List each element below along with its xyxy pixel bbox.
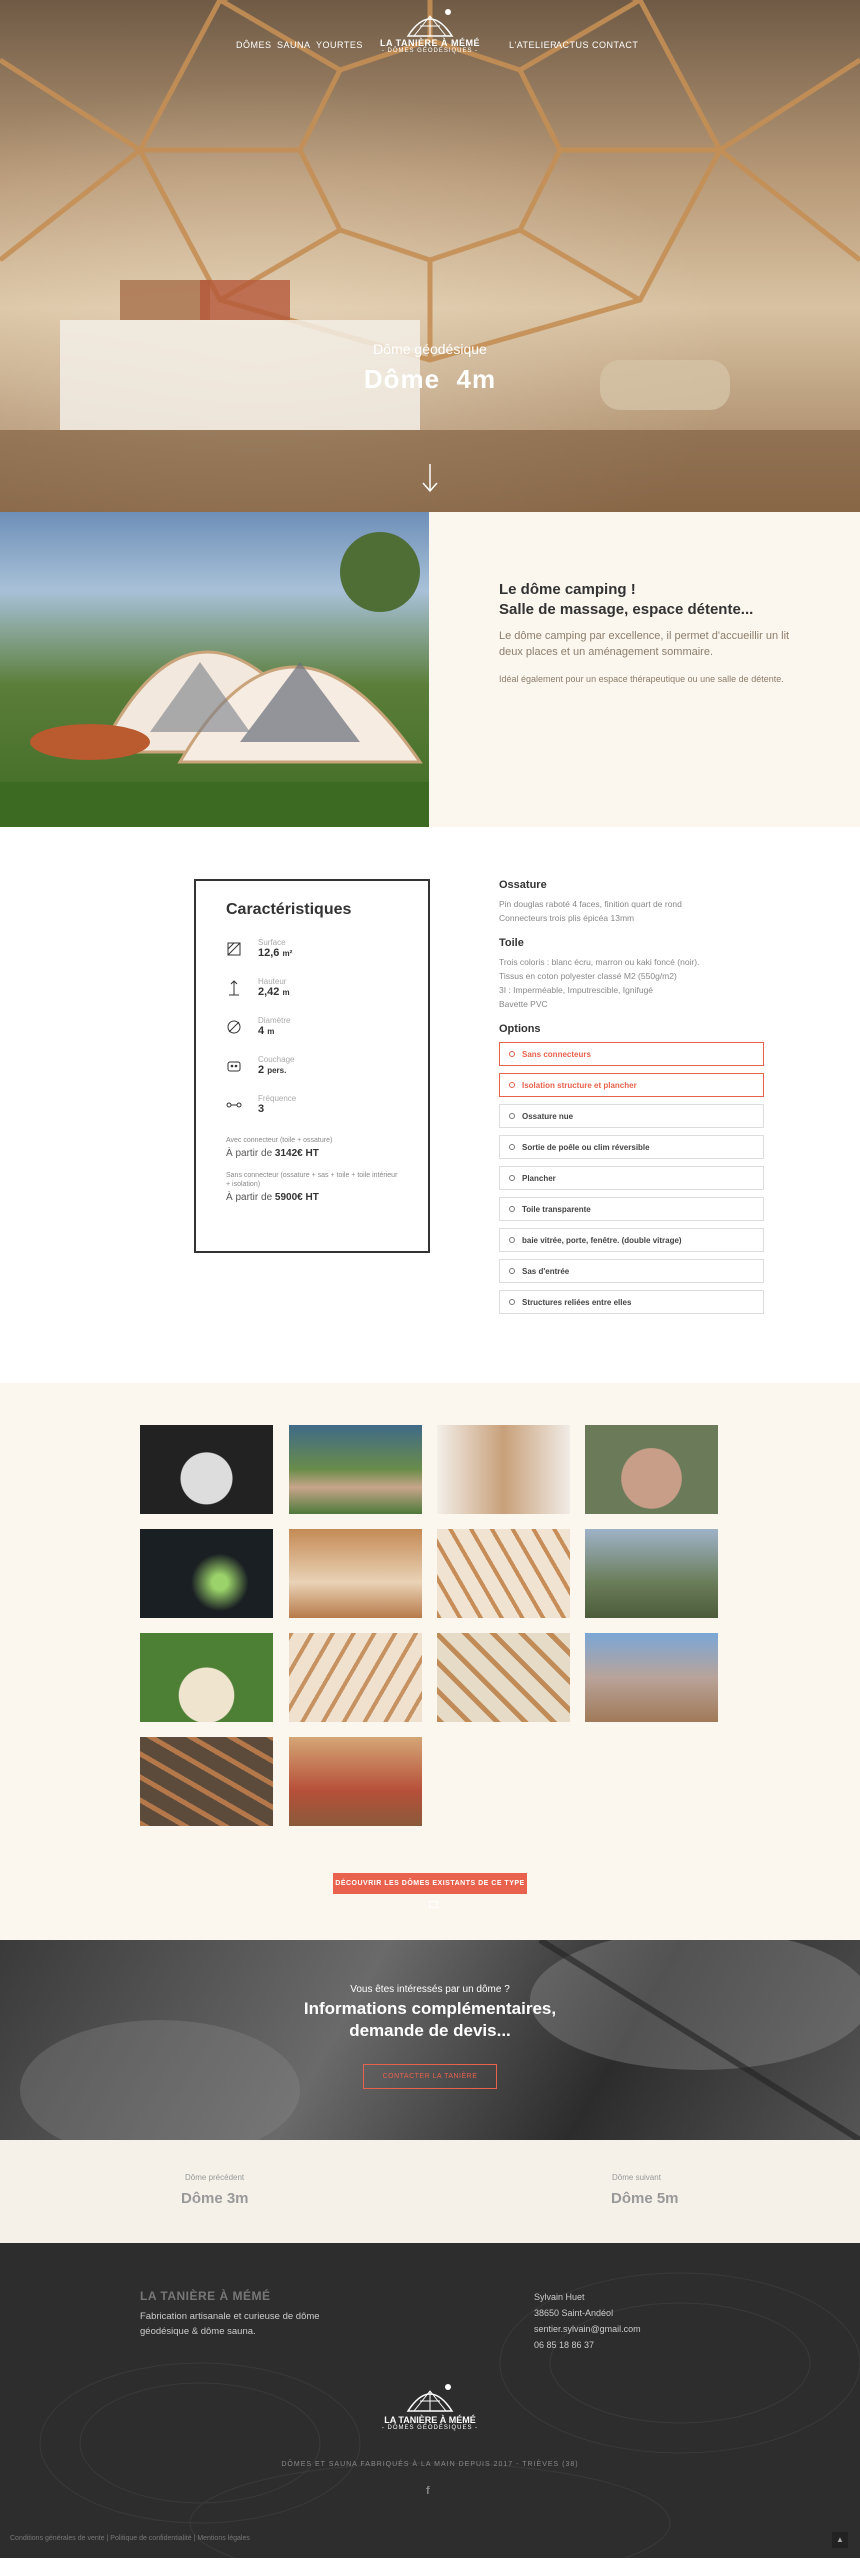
- option-sortie-poele[interactable]: [499, 1135, 764, 1159]
- ossature-line: Connecteurs trois plis épicéa 13mm: [499, 913, 635, 923]
- contact-kicker: Vous êtes intéressés par un dôme ?: [350, 1984, 510, 1995]
- option-baie-vitree[interactable]: [499, 1228, 764, 1252]
- gallery-thumb[interactable]: [585, 1529, 718, 1618]
- spec-row: [226, 929, 398, 968]
- specs-section: [0, 827, 860, 1383]
- gallery-thumb[interactable]: [585, 1633, 718, 1722]
- price-note-1: Avec connecteur (toile + ossature): [226, 1137, 333, 1144]
- spec-label: Diamètre: [258, 1016, 291, 1025]
- nav-contact[interactable]: CONTACT: [592, 40, 639, 50]
- logo-subtitle: - DÔMES GÉODÉSIQUES -: [381, 48, 479, 54]
- spec-row: [226, 968, 398, 1007]
- spec-row: [226, 1046, 398, 1085]
- spec-value: 3: [258, 1103, 265, 1115]
- contact-title-2: demande de devis...: [349, 2021, 511, 2040]
- site-footer: [0, 2243, 860, 2558]
- discover-domes-button[interactable]: [333, 1873, 527, 1894]
- spec-value: 12,6: [258, 947, 280, 959]
- characteristics-title: Caractéristiques: [226, 901, 352, 918]
- price-value: 5900€ HT: [274, 1192, 319, 1203]
- spec-label: Hauteur: [258, 977, 287, 986]
- ossature-title: Ossature: [499, 879, 547, 891]
- option-structures-reliees[interactable]: [499, 1290, 764, 1314]
- dome-logo-icon: [400, 8, 460, 38]
- footer-logo-subtitle: - DÔMES GÉODÉSIQUES -: [381, 2425, 479, 2431]
- radio-icon: [509, 1082, 515, 1088]
- intro-heading: [499, 580, 800, 620]
- nav-domes[interactable]: DÔMES: [236, 40, 272, 50]
- nav-atelier[interactable]: L'ATELIER: [509, 40, 558, 50]
- price-value: 3142€ HT: [274, 1148, 319, 1159]
- gallery-section: [0, 1383, 860, 1940]
- spec-value: 2: [258, 1064, 265, 1076]
- price-prefix: À partir de: [226, 1192, 273, 1203]
- radio-icon: [509, 1051, 515, 1057]
- details-column: [499, 879, 764, 1314]
- frequency-icon: [226, 1097, 242, 1113]
- spec-row: [226, 1085, 398, 1124]
- toile-line: 3I : Imperméable, Imputrescible, Ignifugé: [499, 985, 654, 995]
- options-title: Options: [499, 1023, 541, 1035]
- dome-logo-icon: [400, 2383, 460, 2413]
- nav-actus[interactable]: ACTUS: [556, 40, 590, 50]
- price-note-2: Sans connecteur (ossature + sas + toile + toile intérieur + isolation): [226, 1172, 398, 1188]
- option-sans-connecteurs[interactable]: [499, 1042, 764, 1066]
- intro-section: [0, 512, 860, 827]
- spec-unit: pers.: [267, 1066, 287, 1075]
- gallery-thumb[interactable]: [585, 1425, 718, 1514]
- characteristics-card: [194, 879, 430, 1253]
- discover-domes-label: DÉCOUVRIR LES DÔMES EXISTANTS DE CE TYPE: [335, 1880, 525, 1887]
- ossature-line: Pin douglas raboté 4 faces, finition quart de rond: [499, 899, 682, 909]
- gallery-thumb[interactable]: [437, 1529, 570, 1618]
- legal-links[interactable]: Conditions générales de vente | Politique de confidentialité | Mentions légales: [10, 2535, 250, 2542]
- diameter-icon: [226, 1019, 242, 1035]
- radio-icon: [509, 1175, 515, 1181]
- toile-line: Bavette PVC: [499, 999, 548, 1009]
- option-plancher[interactable]: [499, 1166, 764, 1190]
- back-to-top-icon[interactable]: ▲: [832, 2532, 848, 2548]
- radio-icon: [509, 1144, 515, 1150]
- price-1: [226, 1148, 398, 1159]
- spec-value: 2,42: [258, 986, 280, 998]
- option-label: Structures reliées entre elles: [522, 1298, 632, 1307]
- surface-icon: [226, 941, 242, 957]
- gallery-thumb[interactable]: [289, 1425, 422, 1514]
- gallery-thumb[interactable]: [437, 1633, 570, 1722]
- hero-section: [0, 0, 860, 512]
- logo-title: LA TANIÈRE À MÉMÉ: [380, 38, 480, 48]
- option-label: Toile transparente: [522, 1205, 591, 1214]
- toile-title: Toile: [499, 937, 524, 949]
- radio-icon: [509, 1268, 515, 1274]
- gallery-thumb[interactable]: [140, 1633, 273, 1722]
- contact-heading: [0, 1998, 860, 2042]
- option-label: Sans connecteurs: [522, 1050, 591, 1059]
- next-dome-link[interactable]: Dôme 5m: [611, 2190, 679, 2207]
- footer-tagline: DÔMES ET SAUNA FABRIQUÉS À LA MAIN DEPUIS 2017 - TRIÈVES (38): [281, 2461, 579, 2468]
- option-ossature-nue[interactable]: [499, 1104, 764, 1128]
- next-label: Dôme suivant: [612, 2173, 661, 2182]
- toile-line: Trois coloris : blanc écru, marron ou kaki foncé (noir).: [499, 957, 700, 967]
- scroll-down-arrow-icon[interactable]: [420, 462, 440, 494]
- spec-unit: m: [267, 1027, 275, 1036]
- footer-phone[interactable]: 06 85 18 86 37: [534, 2340, 595, 2350]
- spec-row: [226, 1007, 398, 1046]
- gallery-thumb[interactable]: [140, 1425, 273, 1514]
- price-prefix: À partir de: [226, 1148, 273, 1159]
- spec-label: Couchage: [258, 1055, 295, 1064]
- footer-description: Fabrication artisanale et curieuse de dôme géodésique & dôme sauna.: [140, 2311, 320, 2337]
- radio-icon: [509, 1206, 515, 1212]
- intro-text: [429, 512, 860, 827]
- gallery-icon: [429, 1901, 438, 1908]
- option-label: Ossature nue: [522, 1112, 574, 1121]
- hero-title: Dôme 4m: [363, 364, 497, 394]
- hero-dome-photo: [0, 0, 860, 512]
- bed-icon: [226, 1058, 242, 1074]
- footer-address: [534, 2289, 641, 2353]
- gallery-thumb[interactable]: [437, 1425, 570, 1514]
- prev-label: Dôme précédent: [185, 2173, 245, 2182]
- intro-lead: Le dôme camping par excellence, il permet d'accueillir un lit deux places et un aménagement sommaire.: [499, 630, 790, 658]
- footer-brand: LA TANIÈRE À MÉMÉ: [140, 2289, 271, 2303]
- spec-unit: m²: [282, 949, 293, 958]
- option-label: Sortie de poêle ou clim réversible: [522, 1143, 650, 1152]
- nav-yourtes[interactable]: YOURTES: [316, 40, 363, 50]
- option-label: Sas d'entrée: [522, 1267, 570, 1276]
- prev-dome-link[interactable]: Dôme 3m: [181, 2190, 249, 2207]
- gallery-thumb[interactable]: [289, 1633, 422, 1722]
- gallery-thumb[interactable]: [140, 1529, 273, 1618]
- dome-pager: [0, 2140, 860, 2243]
- hero-subtitle: Dôme géodésique: [373, 341, 487, 357]
- intro-desc: Idéal également pour un espace thérapeutique ou une salle de détente.: [499, 674, 784, 684]
- nav-sauna[interactable]: SAUNA: [277, 40, 311, 50]
- footer-email[interactable]: sentier.sylvain@gmail.com: [534, 2324, 641, 2334]
- option-label: baie vitrée, porte, fenêtre. (double vitrage): [522, 1236, 682, 1245]
- gallery-thumb[interactable]: [289, 1529, 422, 1618]
- footer-city: 38650 Saint-Andéol: [534, 2308, 614, 2318]
- radio-icon: [509, 1299, 515, 1305]
- footer-logo[interactable]: [378, 2383, 482, 2431]
- option-sas-entree[interactable]: [499, 1259, 764, 1283]
- spec-unit: m: [282, 988, 290, 997]
- intro-title-2: Salle de massage, espace détente...: [499, 601, 754, 618]
- footer-logo-title: LA TANIÈRE À MÉMÉ: [384, 2415, 476, 2425]
- option-label: Isolation structure et plancher: [522, 1081, 637, 1090]
- gallery-thumb[interactable]: [140, 1737, 273, 1826]
- spec-value: 4: [258, 1025, 265, 1037]
- domes-garden-photo: [0, 512, 429, 827]
- radio-icon: [509, 1113, 515, 1119]
- contact-title-1: Informations complémentaires,: [303, 1999, 557, 2018]
- height-icon: [226, 980, 242, 996]
- facebook-icon[interactable]: f: [426, 2485, 430, 2497]
- contact-button[interactable]: CONTACTER LA TANIÈRE: [363, 2064, 497, 2089]
- spec-label: Fréquence: [258, 1094, 297, 1103]
- gallery-thumb[interactable]: [289, 1737, 422, 1826]
- spec-label: Surface: [258, 938, 286, 947]
- radio-icon: [509, 1237, 515, 1243]
- intro-title-1: Le dôme camping !: [499, 581, 636, 598]
- site-logo[interactable]: [378, 12, 482, 54]
- contact-cta-section: [0, 1940, 860, 2140]
- option-toile-transparente[interactable]: [499, 1197, 764, 1221]
- price-2: [226, 1192, 398, 1203]
- footer-name: Sylvain Huet: [534, 2292, 585, 2302]
- toile-line: Tissus en coton polyester classé M2 (550g/m2): [499, 971, 677, 981]
- option-label: Plancher: [522, 1174, 556, 1183]
- option-isolation[interactable]: [499, 1073, 764, 1097]
